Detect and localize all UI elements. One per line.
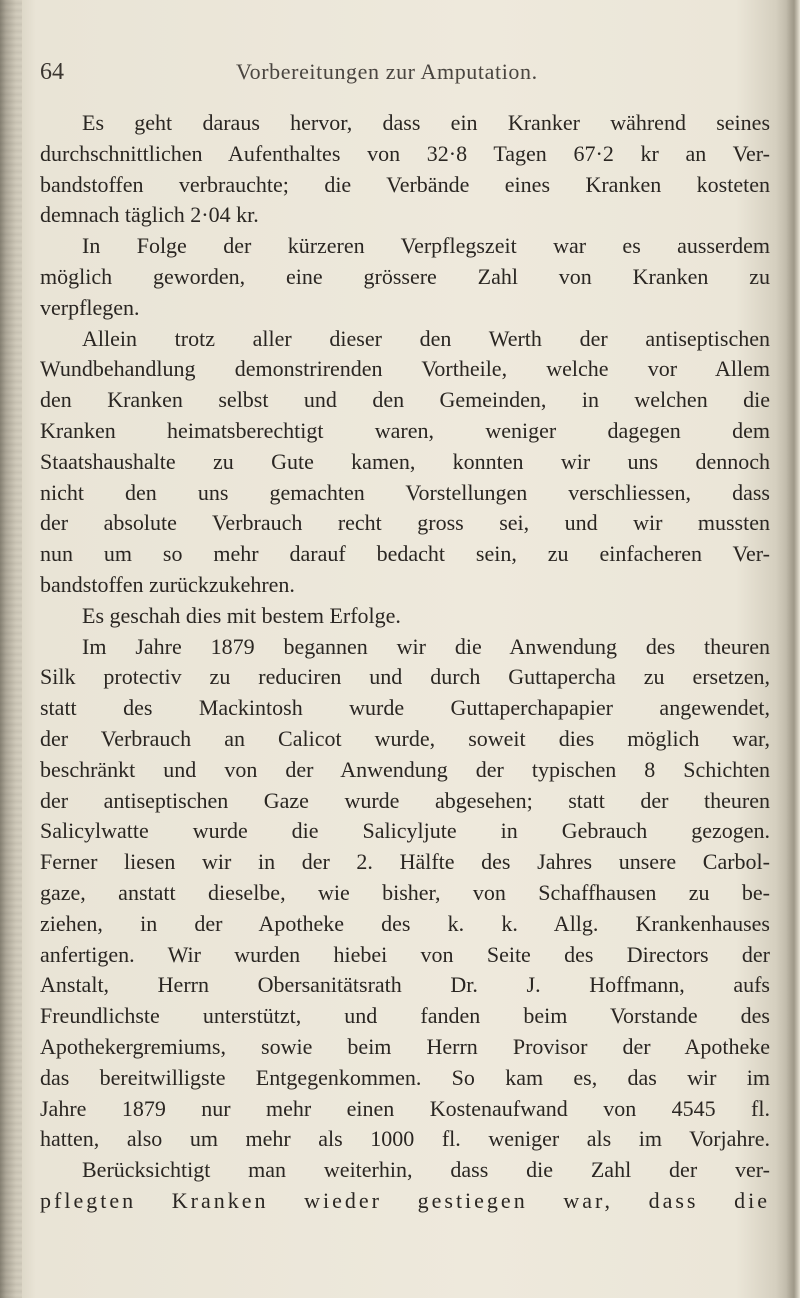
text-line: Salicylwatte wurde die Salicyljute in Gebrauch gezogen. xyxy=(40,818,770,844)
text-line: In Folge der kürzeren Verpflegszeit war es ausserdem xyxy=(82,233,770,259)
text-line: Es geht daraus hervor, dass ein Kranker während seines xyxy=(82,110,770,135)
text-line: Wundbehandlung demonstrirenden Vortheile, welche vor Allem xyxy=(40,356,770,382)
text-line: hatten, also um mehr als 1000 fl. weniger als im Vorjahre. xyxy=(40,1126,770,1152)
text-line: beschränkt und von der Anwendung der typischen 8 Schichten xyxy=(40,756,770,782)
body-text xyxy=(40,108,770,1217)
text-line: gaze, anstatt dieselbe, wie bisher, von Schaffhausen zu be- xyxy=(40,879,770,905)
text-line: der Verbrauch an Calicot wurde, soweit dies möglich war, xyxy=(40,725,770,751)
text-line: Allein trotz aller dieser den Werth der antiseptischen xyxy=(82,325,770,351)
text-line: Staatshaushalte zu Gute kamen, konnten wir uns dennoch xyxy=(40,448,770,474)
text-line: nun um so mehr darauf bedacht sein, zu einfacheren Ver- xyxy=(40,541,770,567)
text-line: verpflegen. xyxy=(40,294,140,320)
text-line: der antiseptischen Gaze wurde abgesehen; statt der theuren xyxy=(40,787,770,813)
text-line: Im Jahre 1879 begannen wir die Anwendung des theuren xyxy=(82,633,770,659)
text-line: Berücksichtigt man weiterhin, dass die Zahl der ver- xyxy=(82,1157,770,1183)
text-line: Kranken heimatsberechtigt waren, weniger dagegen dem xyxy=(40,417,770,443)
text-line: der absolute Verbrauch recht gross sei, und wir mussten xyxy=(40,510,770,536)
text-line: den Kranken selbst und den Gemeinden, in welchen die xyxy=(40,387,770,413)
text-line: bandstoffen zurückzukehren. xyxy=(40,571,295,597)
text-line: anfertigen. Wir wurden hiebei von Seite des Directors der xyxy=(40,941,770,967)
text-line: Es geschah dies mit bestem Erfolge. xyxy=(82,602,401,628)
page-number: 64 xyxy=(40,59,64,85)
page-edge xyxy=(786,0,800,1298)
text-line: demnach täglich 2·04 kr. xyxy=(40,202,259,228)
text-line: Silk protectiv zu reduciren und durch Guttapercha zu ersetzen, xyxy=(40,664,770,690)
text-line: pflegten Kranken wieder gestiegen war, dass die xyxy=(40,1187,770,1213)
binding-shadow xyxy=(0,0,22,1298)
text-line: das bereitwilligste Entgegenkommen. So kam es, das wir im xyxy=(40,1064,770,1090)
page-header xyxy=(0,52,800,92)
text-line: nicht den uns gemachten Vorstellungen verschliessen, dass xyxy=(40,479,770,505)
text-line: möglich geworden, eine grössere Zahl von Kranken zu xyxy=(40,263,770,289)
text-line: Apothekergremiums, sowie beim Herrn Provisor der Apotheke xyxy=(40,1033,770,1059)
text-line: statt des Mackintosh wurde Guttaperchapapier angewendet, xyxy=(40,695,770,721)
text-line: durchschnittlichen Aufenthaltes von 32·8 Tagen 67·2 kr an Ver- xyxy=(40,140,770,166)
text-line: Freundlichste unterstützt, und fanden beim Vorstande des xyxy=(40,1003,770,1029)
text-line: Ferner liesen wir in der 2. Hälfte des Jahres unsere Carbol- xyxy=(40,849,770,875)
text-line: Anstalt, Herrn Obersanitätsrath Dr. J. Hoffmann, aufs xyxy=(40,972,770,998)
text-line: Jahre 1879 nur mehr einen Kostenaufwand von 4545 fl. xyxy=(40,1095,770,1121)
text-line: ziehen, in der Apotheke des k. k. Allg. Krankenhauses xyxy=(40,910,770,936)
text-line: bandstoffen verbrauchte; die Verbände eines Kranken kosteten xyxy=(40,171,770,197)
running-title: Vorbereitungen zur Amputation. xyxy=(236,59,538,84)
